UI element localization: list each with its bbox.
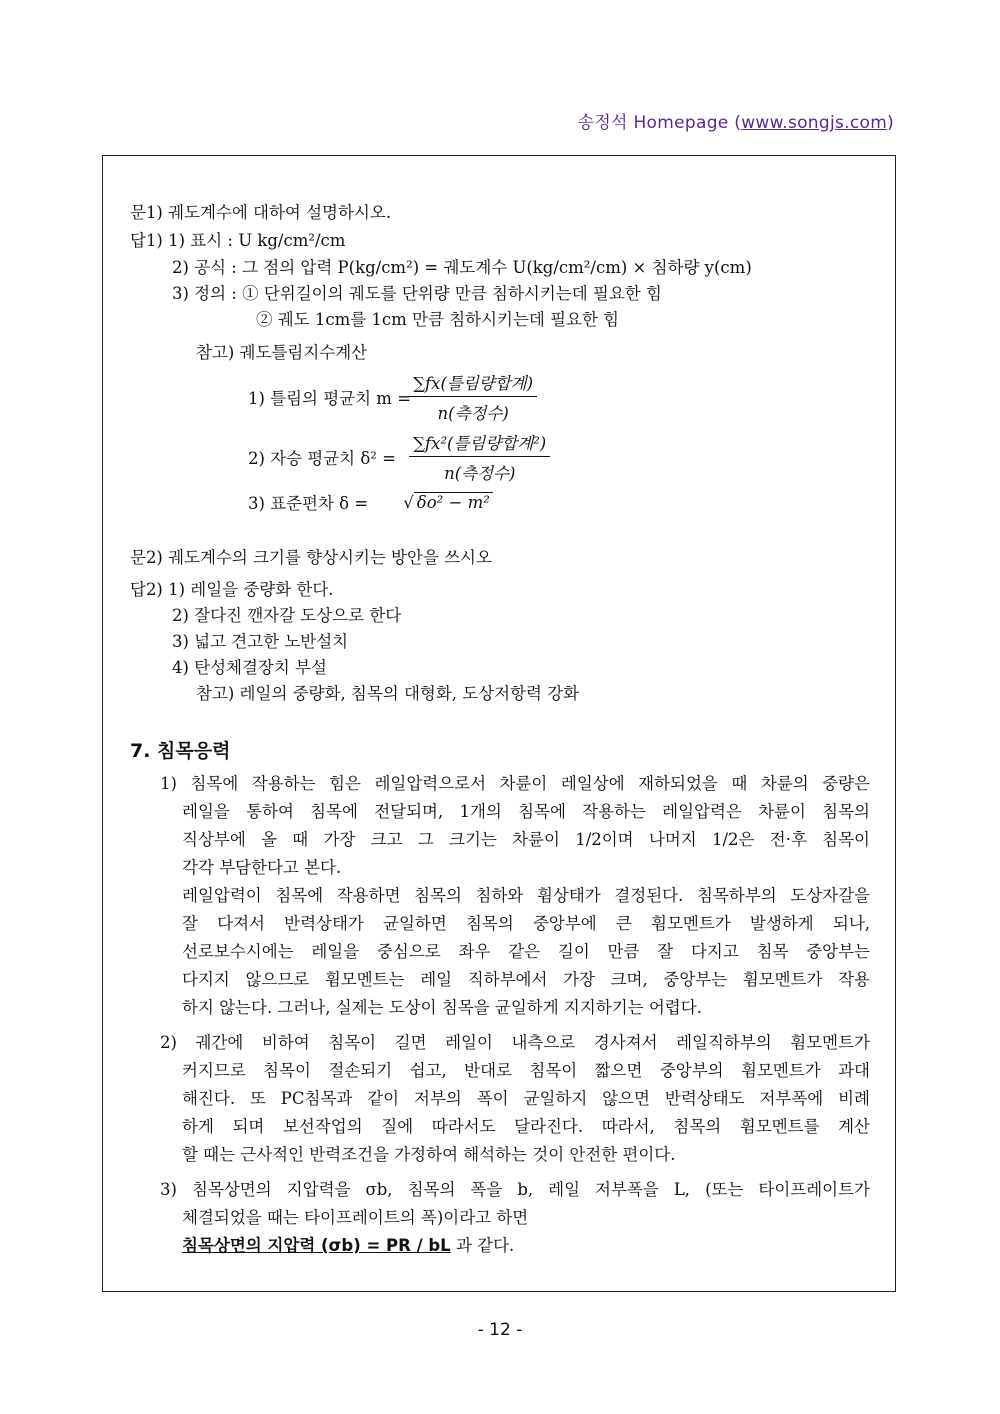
header-title: 송정석 Homepage ( (577, 113, 742, 133)
q1-answer-2: 2) 공식 : 그 점의 압력 P(kg/cm²) = 궤도계수 U(kg/cm²/cm) × 침하량 y(cm) (172, 258, 752, 277)
q2-reference: 참고) 레일의 중량화, 침목의 대형화, 도상저항력 강화 (196, 684, 580, 703)
para2-line: 해진다. 또 PC침목과 같이 저부의 폭이 균일하지 않으면 반력상태도 저부폭에 비례 (182, 1089, 870, 1108)
formula-mean (248, 370, 537, 424)
formula-square-mean-fraction (409, 430, 550, 484)
para2-line: 하게 되며 보선작업의 질에 따라서도 달라진다. 따라서, 침목의 휨모멘트를 계산 (182, 1117, 870, 1136)
formula-mean-label: 1) 틀림의 평균치 m = (248, 389, 412, 408)
q1-reference-title: 참고) 궤도틀림지수계산 (196, 343, 368, 362)
para1-line: 다지지 않으므로 휨모멘트는 레일 직하부에서 가장 크며, 중앙부는 휨모멘트가 작용 (182, 970, 870, 989)
formula-square-mean (248, 430, 550, 484)
formula-square-mean-label: 2) 자승 평균치 δ² = (248, 449, 396, 468)
q1-answer-3b: ② 궤도 1cm를 1cm 만큼 침하시키는데 필요한 힘 (256, 310, 620, 329)
formula-mean-fraction (409, 370, 537, 424)
page-header (578, 108, 894, 133)
para1-line: 1) 침목에 작용하는 힘은 레일압력으로서 차륜이 레일상에 재하되었을 때 차륜의 중량은 (160, 774, 870, 793)
bearing-pressure-formula: 침목상면의 지압력 (σb) = PR / bL (182, 1236, 451, 1255)
q2-answer-2: 2) 잘다진 깬자갈 도상으로 한다 (172, 606, 402, 625)
formula-std-dev (248, 490, 493, 514)
para3-line: 체결되었을 때는 타이프레이트의 폭)이라고 하면 (182, 1208, 529, 1227)
q1-answer-1: 답1) 1) 표시 : U kg/cm²/cm (130, 231, 346, 250)
para1-line: 잘 다져서 반력상태가 균일하면 침목의 중앙부에 큰 휨모멘트가 발생하게 되나, (182, 914, 870, 933)
formula-square-mean-numerator: ∑fx²(틀림량합계²) (409, 430, 550, 457)
para3-tail: 과 같다. (450, 1236, 515, 1255)
formula-mean-denominator: n(측정수) (437, 404, 509, 423)
formula-square-mean-denominator: n(측정수) (444, 464, 516, 483)
para1-line: 하지 않는다. 그러나, 실제는 도상이 침목을 균일하게 지지하기는 어렵다. (182, 998, 702, 1017)
header-close: ) (887, 113, 894, 133)
para3-line: 3) 침목상면의 지압력을 σb, 침목의 폭을 b, 레일 저부폭을 L, (또는 타이프레이트가 (160, 1180, 870, 1199)
q2-answer-1: 답2) 1) 레일을 중량화 한다. (130, 580, 334, 599)
formula-mean-numerator: ∑fx(틀림량합계) (409, 370, 537, 397)
para2-line: 2) 궤간에 비하여 침목이 길면 레일이 내측으로 경사져서 레일직하부의 휨모멘트가 (160, 1033, 870, 1052)
q2-question: 문2) 궤도계수의 크기를 향상시키는 방안을 쓰시오 (130, 548, 492, 567)
formula-sqrt-radicand: δo² − m² (414, 492, 493, 512)
page-number: - 12 - (477, 1320, 523, 1340)
q1-question: 문1) 궤도계수에 대하여 설명하시오. (130, 203, 392, 222)
para1-line: 선로보수시에는 레일을 중심으로 좌우 같은 길이 만큼 잘 다지고 침목 중앙부는 (182, 942, 870, 961)
q2-answer-4: 4) 탄성체결장치 부설 (172, 658, 327, 677)
para2-line: 할 때는 근사적인 반력조건을 가정하여 해석하는 것이 안전한 편이다. (182, 1145, 676, 1164)
formula-std-dev-label: 3) 표준편차 δ = (248, 494, 369, 513)
q2-answer-3: 3) 넓고 견고한 노반설치 (172, 632, 349, 651)
para1-line: 레일압력이 침목에 작용하면 침목의 침하와 휨상태가 결정된다. 침목하부의 도상자갈을 (182, 886, 870, 905)
para2-line: 커지므로 침목이 절손되기 쉽고, 반대로 침목이 짧으면 중앙부의 휨모멘트가 과대 (182, 1061, 870, 1080)
q1-answer-3: 3) 정의 : ① 단위길이의 궤도를 단위량 만큼 침하시키는데 필요한 힘 (172, 284, 662, 303)
homepage-link[interactable]: www.songjs.com (741, 113, 888, 133)
para1-line: 각각 부담한다고 본다. (182, 858, 342, 877)
formula-sqrt: √ δo² − m² (403, 493, 493, 512)
para1-line: 레일을 통하여 침목에 전달되며, 1개의 침목에 작용하는 레일압력은 차륜이 침목의 (182, 802, 870, 821)
section-title: 7. 침목응력 (130, 740, 231, 762)
para1-line: 직상부에 올 때 가장 크고 그 크기는 차륜이 1/2이며 나머지 1/2은 전·후 침목이 (182, 830, 870, 849)
para3-formula-line (182, 1236, 514, 1256)
